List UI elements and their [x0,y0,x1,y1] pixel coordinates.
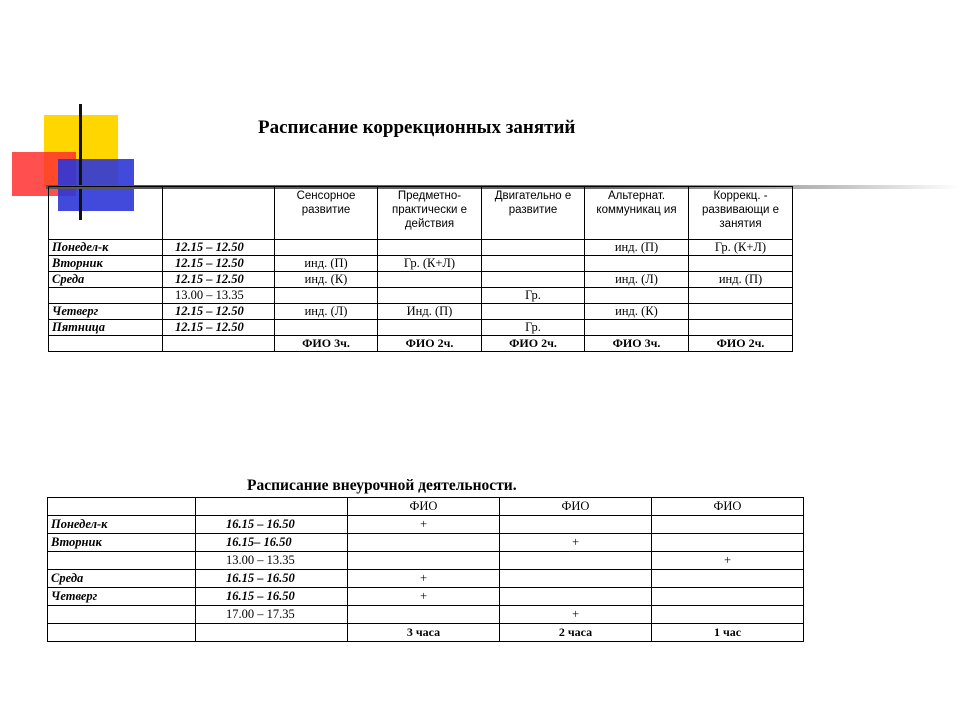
schedule-cell: инд. (Л) [275,304,378,320]
total-cell [163,336,275,352]
schedule-cell [585,288,689,304]
schedule-cell [482,304,585,320]
schedule-cell [689,256,793,272]
schedule-cell [652,570,804,588]
schedule-cell: инд. (Л) [585,272,689,288]
total-cell: ФИО 3ч. [585,336,689,352]
schedule-cell [482,240,585,256]
schedule-cell [348,552,500,570]
day-cell: Среда [48,570,196,588]
time-cell: 16.15 – 16.50 [196,570,348,588]
schedule-cell: Гр. (К+Л) [689,240,793,256]
time-cell: 12.15 – 12.50 [163,320,275,336]
table-row [49,272,793,288]
header-row [48,498,804,516]
schedule-cell: инд. (П) [689,272,793,288]
table-row [49,320,793,336]
day-cell: Вторник [49,256,163,272]
total-cell: ФИО 2ч. [689,336,793,352]
total-cell: 2 часа [500,624,652,642]
schedule-cell [652,534,804,552]
header-cell: ФИО [500,498,652,516]
schedule-cell: + [348,588,500,606]
header-cell [49,187,163,240]
schedule-cell [585,256,689,272]
schedule-cell: инд. (П) [275,256,378,272]
day-cell [48,606,196,624]
total-cell: ФИО 2ч. [378,336,482,352]
day-cell: Понедел-к [49,240,163,256]
total-cell: ФИО 3ч. [275,336,378,352]
time-cell: 12.15 – 12.50 [163,256,275,272]
total-cell: 3 часа [348,624,500,642]
time-cell: 12.15 – 12.50 [163,240,275,256]
schedule-cell [378,272,482,288]
total-cell [196,624,348,642]
extracurricular-schedule-title: Расписание внеурочной деятельности. [247,477,517,494]
schedule-cell [378,320,482,336]
schedule-cell: Гр. [482,288,585,304]
time-cell: 16.15– 16.50 [196,534,348,552]
schedule-cell [348,606,500,624]
extracurricular-schedule-table [47,497,804,642]
schedule-cell: Гр. (К+Л) [378,256,482,272]
schedule-cell [652,606,804,624]
schedule-cell [500,588,652,606]
table-row [48,606,804,624]
table-row [48,552,804,570]
table-row [48,534,804,552]
time-cell: 16.15 – 16.50 [196,588,348,606]
header-cell: Двигательно е развитие [482,187,585,240]
schedule-cell [275,288,378,304]
day-cell: Вторник [48,534,196,552]
schedule-cell: + [500,534,652,552]
footer-row [49,336,793,352]
day-cell: Среда [49,272,163,288]
schedule-cell [689,320,793,336]
schedule-cell [275,240,378,256]
table-row [48,570,804,588]
day-cell: Понедел-к [48,516,196,534]
schedule-cell [689,304,793,320]
schedule-cell [652,516,804,534]
time-cell: 17.00 – 17.35 [196,606,348,624]
correction-schedule-title: Расписание коррекционных занятий [258,117,576,138]
schedule-cell [500,570,652,588]
header-cell: ФИО [348,498,500,516]
table-row [49,240,793,256]
schedule-cell [378,240,482,256]
footer-row [48,624,804,642]
schedule-cell: + [500,606,652,624]
header-cell: Альтернат. коммуникац ия [585,187,689,240]
schedule-cell [275,320,378,336]
day-cell: Четверг [48,588,196,606]
header-cell: ФИО [652,498,804,516]
header-cell [163,187,275,240]
schedule-cell: инд. (П) [585,240,689,256]
table-row [49,256,793,272]
total-cell: 1 час [652,624,804,642]
schedule-cell: + [348,516,500,534]
table-row [49,304,793,320]
schedule-cell: + [348,570,500,588]
day-cell [49,288,163,304]
time-cell: 16.15 – 16.50 [196,516,348,534]
schedule-cell: инд. (К) [275,272,378,288]
time-cell: 12.15 – 12.50 [163,304,275,320]
schedule-cell: инд. (К) [585,304,689,320]
schedule-cell [482,272,585,288]
schedule-cell [652,588,804,606]
time-cell: 12.15 – 12.50 [163,272,275,288]
schedule-cell [500,516,652,534]
correction-schedule-table [48,186,793,352]
day-cell: Четверг [49,304,163,320]
schedule-cell [482,256,585,272]
schedule-cell [378,288,482,304]
schedule-cell: + [652,552,804,570]
day-cell [48,552,196,570]
table-row [48,588,804,606]
header-cell [196,498,348,516]
schedule-cell: Инд. (П) [378,304,482,320]
time-cell: 13.00 – 13.35 [163,288,275,304]
total-cell: ФИО 2ч. [482,336,585,352]
header-row [49,187,793,240]
table-row [48,516,804,534]
header-cell [48,498,196,516]
schedule-cell [500,552,652,570]
schedule-cell [348,534,500,552]
table-row [49,288,793,304]
total-cell [48,624,196,642]
day-cell: Пятница [49,320,163,336]
total-cell [49,336,163,352]
header-cell: Коррекц. - развивающи е занятия [689,187,793,240]
schedule-cell [585,320,689,336]
time-cell: 13.00 – 13.35 [196,552,348,570]
header-cell: Предметно-практически е действия [378,187,482,240]
schedule-cell [689,288,793,304]
header-cell: Сенсорное развитие [275,187,378,240]
schedule-cell: Гр. [482,320,585,336]
